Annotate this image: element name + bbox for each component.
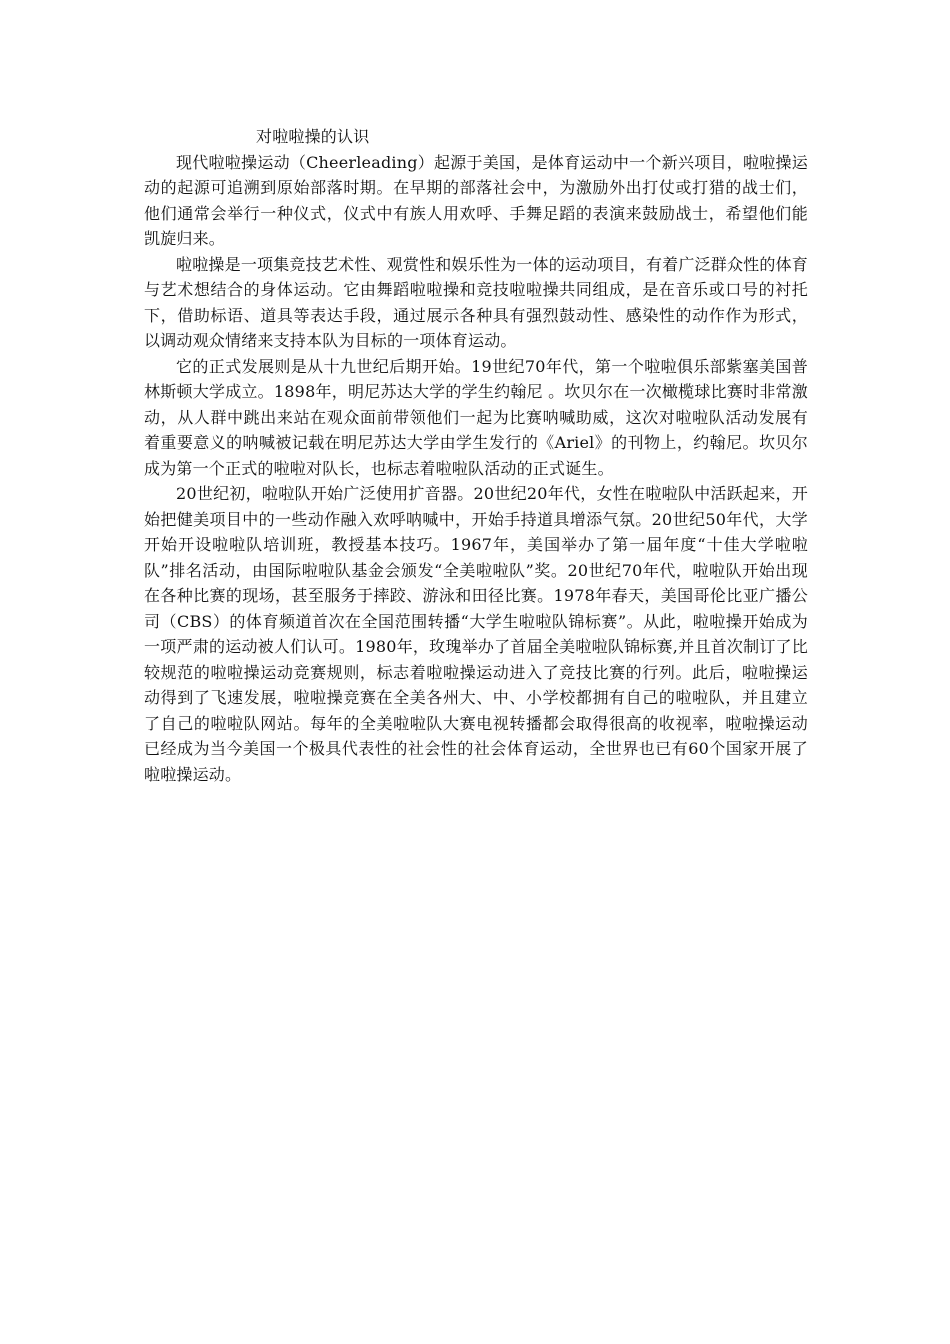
paragraph-definition: 啦啦操是一项集竞技艺术性、观赏性和娱乐性为一体的运动项目，有着广泛群众性的体育与艺术想结合的身体运动。它由舞蹈啦啦操和竞技啦啦操共同组成，是在音乐或口号的衬托下，借助标语、道具等表达手段，通过展示各种具有强烈鼓动性、感染性的动作作为形式，以调动观众情绪来支持本队为目标的一项体育运动。 [144,254,808,350]
document-body [144,124,808,787]
document-title: 对啦啦操的认识 [256,127,370,146]
paragraph-early-history: 它的正式发展则是从十九世纪后期开始。19世纪70年代，第一个啦啦俱乐部紫塞美国普林斯顿大学成立。1898年，明尼苏达大学的学生约翰尼 。坎贝尔在一次橄榄球比赛时非常激动，从人群中跳出来站在观众面前带领他们一起为比赛呐喊助威，这次对啦啦队活动发展有着重要意义的呐喊被记载在明尼苏达大学由学生发行的《Ariel》的刊物上，约翰尼。坎贝尔成为第一个正式的啦啦对队长，也标志着啦啦队活动的正式诞生。 [144,356,808,478]
paragraph-origin: 现代啦啦操运动（Cheerleading）起源于美国，是体育运动中一个新兴项目，啦啦操运动的起源可追溯到原始部落时期。在早期的部落社会中，为激励外出打仗或打猎的战士们，他们通常会举行一种仪式，仪式中有族人用欢呼、手舞足蹈的表演来鼓励战士，希望他们能凯旋归来。 [144,152,808,248]
paragraph-modern-history: 20世纪初，啦啦队开始广泛使用扩音器。20世纪20年代，女性在啦啦队中活跃起来，开始把健美项目中的一些动作融入欢呼呐喊中，开始手持道具增添气氛。20世纪50年代，大学开始开设啦啦队培训班，教授基本技巧。1967年，美国举办了第一届年度“十佳大学啦啦队”排名活动，由国际啦啦队基金会颁发“全美啦啦队”奖。20世纪70年代，啦啦队开始出现在各种比赛的现场，甚至服务于摔跤、游泳和田径比赛。1978年春天，美国哥伦比亚广播公司（CBS）的体育频道首次在全国范围转播“大学生啦啦队锦标赛”。从此，啦啦操开始成为一项严肃的运动被人们认可。1980年，玫瑰举办了首届全美啦啦队锦标赛,并且首次制订了比较规范的啦啦操运动竞赛规则，标志着啦啦操运动进入了竞技比赛的行列。此后，啦啦操运动得到了飞速发展，啦啦操竞赛在全美各州大、中、小学校都拥有自己的啦啦队，并且建立了自己的啦啦队网站。每年的全美啦啦队大赛电视转播都会取得很高的收视率，啦啦操运动已经成为当今美国一个极具代表性的社会性的社会体育运动，全世界也已有60个国家开展了啦啦操运动。 [144,484,808,784]
